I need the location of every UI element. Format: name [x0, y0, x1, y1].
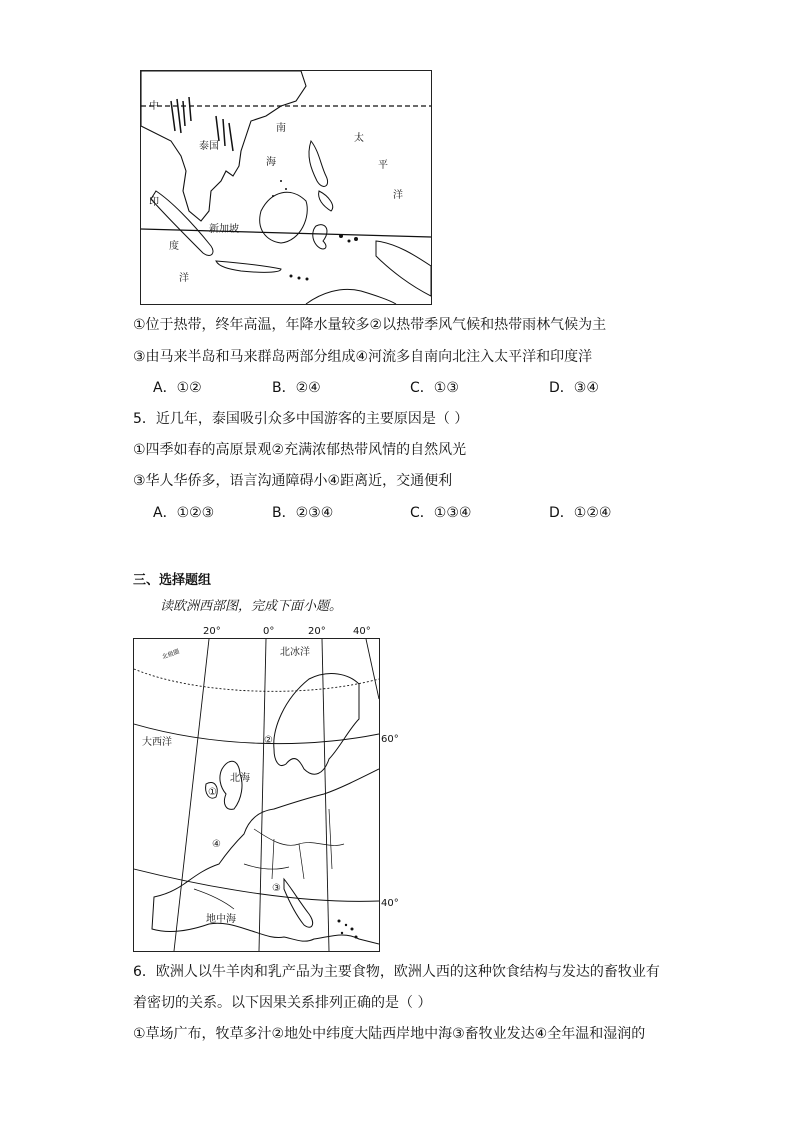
lon-label-20w: 20° — [203, 626, 221, 637]
section-intro: 读欧洲西部图，完成下面小题。 — [160, 599, 343, 614]
lat-label-40: 40° — [381, 898, 399, 909]
q5-option-d[interactable]: D．①②④ — [549, 505, 612, 521]
q4-option-d[interactable]: D．③④ — [549, 380, 599, 396]
region-marker-3: ③ — [272, 883, 281, 894]
southeast-asia-map-drawing — [141, 71, 431, 304]
q4-option-b[interactable]: B．②④ — [272, 380, 321, 396]
map-label-thailand: 泰国 — [199, 141, 219, 152]
southeast-asia-map — [140, 70, 432, 305]
map-label-sea: 海 — [266, 157, 276, 168]
europe-map-wrapper — [125, 622, 400, 952]
lon-label-40e: 40° — [353, 626, 371, 637]
europe-map-drawing — [134, 639, 379, 951]
map-label-south: 南 — [276, 123, 286, 134]
q5-stem: 5．近几年，泰国吸引众多中国游客的主要原因是（ ） — [133, 411, 469, 427]
map-label-china: 中 — [149, 101, 159, 112]
region-marker-2: ② — [264, 735, 273, 746]
q4-option-c[interactable]: C．①③ — [410, 380, 459, 396]
north-sea-label: 北海 — [230, 773, 250, 784]
q6-stem-line1: 6．欧洲人以牛羊肉和乳产品为主要食物，欧洲人西的这种饮食结构与发达的畜牧业有 — [133, 964, 660, 980]
region-marker-1: ① — [208, 787, 217, 798]
region-marker-4: ④ — [212, 839, 221, 850]
q4-option-a[interactable]: A．①② — [153, 380, 202, 396]
map-label-pacific-ping: 平 — [378, 160, 388, 171]
map-label-indian-du: 度 — [169, 241, 179, 252]
map-label-pacific-yang: 洋 — [393, 190, 403, 201]
map-label-indian-yang: 洋 — [179, 273, 189, 284]
map-label-pacific-tai: 太 — [354, 133, 364, 144]
q6-stem-line2: 着密切的关系。以下因果关系排列正确的是（ ） — [133, 995, 432, 1011]
q5-statement-line2: ③华人华侨多，语言沟通障碍小④距离近，交通便利 — [133, 473, 453, 489]
map-label-indian-yin: 印 — [149, 197, 159, 208]
map-label-singapore: 新加坡 — [209, 224, 239, 235]
mediterranean-label: 地中海 — [206, 914, 236, 925]
atlantic-ocean-label: 大西洋 — [142, 737, 172, 748]
arctic-ocean-label: 北冰洋 — [280, 647, 310, 658]
lon-label-20e: 20° — [308, 626, 326, 637]
q6-statement-line1: ①草场广布，牧草多汁②地处中纬度大陆西岸地中海③畜牧业发达④全年温和湿润的 — [133, 1026, 646, 1042]
q4-statement-line1: ①位于热带，终年高温，年降水量较多②以热带季风气候和热带雨林气候为主 — [133, 317, 607, 333]
q5-statement-line1: ①四季如春的高原景观②充满浓郁热带风情的自然风光 — [133, 442, 467, 458]
arctic-circle-label: 北极圈 — [161, 648, 181, 661]
lat-label-60: 60° — [381, 734, 399, 745]
q5-option-a[interactable]: A．①②③ — [153, 505, 215, 521]
q4-statement-line2: ③由马来半岛和马来群岛两部分组成④河流多自南向北注入太平洋和印度洋 — [133, 349, 593, 365]
lon-label-0: 0° — [263, 626, 275, 637]
q5-option-b[interactable]: B．②③④ — [272, 505, 334, 521]
europe-map — [133, 638, 380, 952]
q5-option-c[interactable]: C．①③④ — [410, 505, 472, 521]
section-heading: 三、选择题组 — [133, 573, 212, 588]
